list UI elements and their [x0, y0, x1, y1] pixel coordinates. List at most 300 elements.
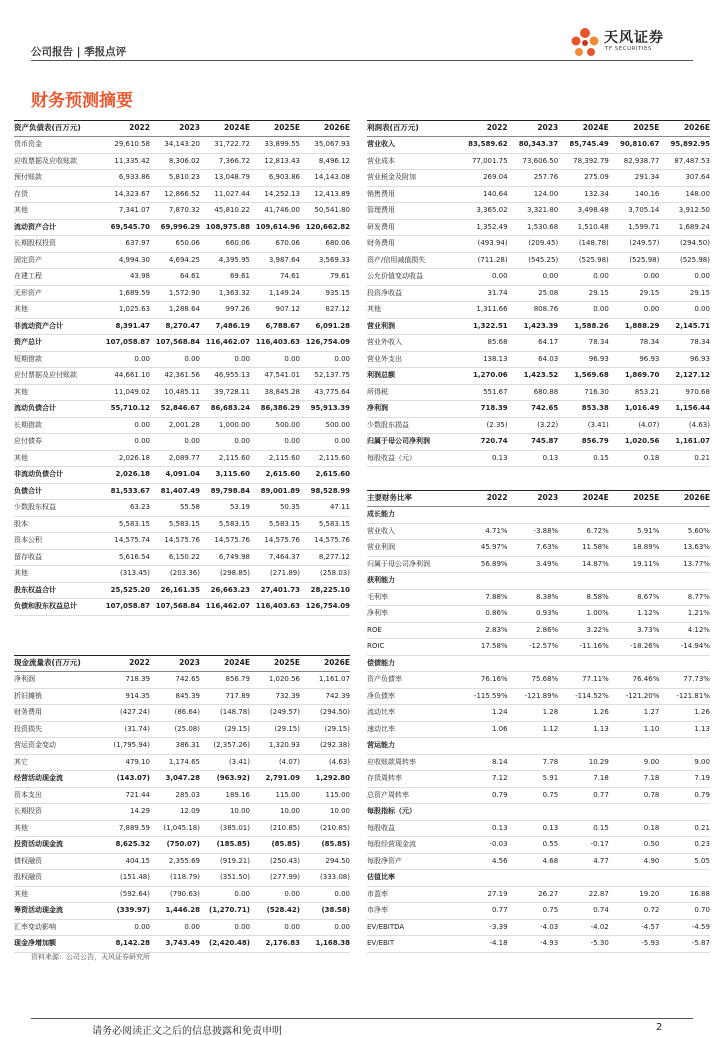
value-cell: 3,912.50: [678, 206, 710, 214]
row-label: 存货周转率: [367, 774, 402, 782]
value-cell: (249.57): [270, 708, 300, 716]
value-cell: (351.50): [220, 873, 250, 881]
value-cell: 5,583.15: [118, 519, 150, 528]
value-cell: 0.13: [542, 453, 559, 462]
row-label: 营业成本: [367, 156, 395, 165]
row-label: 管理费用: [367, 206, 395, 214]
row-label: 每股经营现金流: [367, 840, 416, 848]
table-row: [14, 517, 350, 534]
value-cell: 7,889.59: [118, 823, 150, 832]
value-cell: 914.35: [125, 691, 150, 700]
value-cell: 7,486.19: [215, 321, 250, 330]
year-header: 2025E: [274, 658, 300, 667]
value-cell: (249.57): [629, 239, 660, 247]
table-row: [367, 903, 710, 920]
value-cell: (339.97): [116, 906, 150, 914]
value-cell: 720.74: [480, 437, 508, 445]
row-label: 估值比率: [367, 873, 395, 881]
table-row: [14, 837, 350, 854]
value-cell: 5.05: [694, 856, 710, 865]
value-cell: 1,572.90: [168, 288, 200, 297]
value-cell: [508, 656, 559, 672]
table-row: [14, 599, 350, 616]
value-cell: (148.78): [220, 708, 250, 716]
value-cell: 637.97: [125, 239, 150, 247]
value-cell: 500.00: [275, 420, 300, 429]
value-cell: (4.63): [688, 420, 710, 429]
row-label: 应收账款周转率: [367, 757, 416, 766]
table-row: [367, 639, 710, 656]
value-cell: 74.61: [279, 272, 300, 280]
table-header-row: [367, 120, 710, 137]
value-cell: 1,530.68: [527, 222, 559, 231]
table-row: [14, 368, 350, 385]
value-cell: (545.25): [528, 255, 559, 264]
value-cell: 7.12: [492, 774, 508, 782]
value-cell: 87,487.53: [674, 156, 710, 165]
value-cell: 7.18: [593, 774, 609, 782]
value-cell: 126,754.09: [305, 338, 350, 346]
value-cell: 1.21%: [687, 609, 710, 617]
table-row: [367, 203, 710, 220]
value-cell: 1.27: [643, 708, 660, 716]
row-label: 毛利率: [367, 592, 388, 601]
value-cell: 120,662.82: [305, 222, 350, 231]
value-cell: 0.15: [593, 823, 609, 832]
value-cell: 970.68: [685, 387, 710, 396]
value-cell: 3.73%: [637, 625, 660, 634]
table-row: [367, 920, 710, 937]
header-rule: [31, 60, 693, 61]
value-cell: 275.09: [584, 173, 609, 181]
table-row: [14, 352, 350, 369]
value-cell: (963.92): [216, 774, 250, 782]
value-cell: (29.15): [224, 724, 250, 733]
value-cell: 1,322.51: [473, 321, 508, 330]
value-cell: [457, 870, 508, 886]
row-label: 流动资产合计: [14, 222, 56, 231]
table-row: [14, 705, 350, 722]
value-cell: [558, 573, 609, 589]
value-cell: 3,047.28: [165, 774, 200, 782]
value-cell: [659, 870, 710, 886]
disclaimer-footer: 请务必阅读正文之后的信息披露和免责申明: [92, 1026, 282, 1037]
value-cell: 4,694.25: [168, 255, 200, 264]
row-label: 资本公积: [14, 536, 42, 544]
value-cell: 0.50: [643, 840, 660, 848]
value-cell: 0.79: [492, 790, 508, 799]
value-cell: 0.74: [593, 906, 609, 914]
value-cell: 29,610.58: [114, 140, 150, 148]
value-cell: 1,689.59: [118, 288, 150, 297]
value-cell: 2,115.60: [318, 453, 350, 462]
value-cell: 2.86%: [535, 625, 559, 634]
value-cell: -14.94%: [680, 642, 710, 650]
value-cell: 2,026.18: [115, 470, 150, 478]
table-row: [367, 385, 710, 402]
value-cell: 0.00: [334, 889, 350, 898]
value-cell: 96.93: [639, 354, 660, 363]
value-cell: -3.39: [489, 922, 508, 931]
value-cell: 0.15: [593, 453, 609, 462]
row-label: 获利能力: [367, 576, 395, 584]
value-cell: 0.00: [542, 272, 559, 280]
value-cell: 78.34: [639, 338, 660, 346]
value-cell: 1,292.80: [315, 774, 350, 782]
value-cell: 116,403.63: [255, 602, 300, 610]
table-row: [367, 352, 710, 369]
row-label: EV/EBITDA: [367, 922, 405, 931]
value-cell: 5,583.15: [268, 519, 300, 528]
value-cell: 89,798.84: [210, 486, 250, 495]
value-cell: 50.35: [279, 503, 300, 511]
row-label: 长期借款: [14, 420, 42, 429]
value-cell: [508, 738, 559, 754]
value-cell: 4,091.04: [165, 470, 200, 478]
value-cell: (790.63): [170, 889, 200, 898]
row-label: 公允价值变动收益: [367, 272, 423, 280]
table-row: [14, 887, 350, 904]
value-cell: 82,938.77: [623, 156, 660, 165]
value-cell: (1,270.71): [209, 906, 250, 914]
value-cell: 47.11: [329, 503, 350, 511]
value-cell: 79.61: [329, 272, 350, 280]
value-cell: 0.13: [492, 823, 508, 832]
financial-ratios-table: [367, 490, 710, 953]
value-cell: (592.64): [120, 889, 150, 898]
value-cell: 148.00: [685, 189, 710, 198]
value-cell: 45,810.22: [214, 206, 250, 214]
value-cell: 69,545.70: [110, 222, 150, 231]
value-cell: 107,058.87: [105, 602, 150, 610]
value-cell: 0.00: [643, 305, 660, 313]
value-cell: 718.39: [480, 404, 508, 412]
value-cell: 55,710.12: [110, 404, 150, 412]
row-label: 经营活动现金流: [14, 774, 63, 782]
value-cell: [609, 738, 660, 754]
value-cell: 85,745.49: [569, 140, 609, 148]
table-row: [367, 590, 710, 607]
income-statement-table: [367, 120, 710, 467]
value-cell: 44,661.10: [114, 371, 150, 379]
value-cell: (4.07): [638, 420, 660, 429]
row-label: 财务费用: [367, 239, 395, 247]
value-cell: 0.00: [492, 272, 508, 280]
value-cell: (1,795.94): [113, 741, 150, 749]
row-label: 市盈率: [367, 889, 388, 898]
value-cell: 4,994.30: [118, 255, 150, 264]
value-cell: -121.20%: [625, 691, 660, 700]
row-label: 流动比率: [367, 708, 395, 716]
value-cell: 76.46%: [632, 675, 660, 683]
value-cell: 8.14: [492, 757, 508, 766]
value-cell: 56.89%: [480, 559, 508, 568]
value-cell: (525.98): [629, 255, 660, 264]
table-row: [367, 672, 710, 689]
value-cell: 80,343.37: [518, 140, 559, 148]
value-cell: [659, 738, 710, 754]
table-row: [14, 236, 350, 253]
table-row: [367, 401, 710, 418]
table-row: [14, 583, 350, 600]
value-cell: 0.00: [334, 354, 350, 363]
table-row: [367, 137, 710, 154]
year-header: 2022: [486, 123, 508, 132]
table-title: 利润表(百万元): [367, 123, 419, 132]
value-cell: 14.29: [129, 807, 150, 815]
row-label: 折旧摊销: [14, 691, 42, 700]
petal-logo-icon: [568, 26, 602, 60]
value-cell: 0.21: [694, 453, 710, 462]
value-cell: (210.85): [320, 823, 350, 832]
value-cell: -4.59: [691, 922, 710, 931]
value-cell: -3.88%: [533, 526, 559, 535]
value-cell: 7.88%: [485, 592, 508, 601]
value-cell: 38,845.28: [264, 387, 300, 396]
value-cell: (2,357.26): [213, 741, 250, 749]
value-cell: (292.38): [320, 741, 350, 749]
value-cell: -5.93: [641, 939, 660, 947]
value-cell: 0.00: [234, 889, 250, 898]
value-cell: 0.13: [492, 453, 508, 462]
value-cell: 10.00: [229, 807, 250, 815]
table-row: [367, 771, 710, 788]
value-cell: 0.00: [284, 354, 300, 363]
value-cell: 3,321.80: [527, 206, 559, 214]
row-label: 流动负债合计: [14, 404, 56, 412]
value-cell: 997.26: [225, 305, 250, 313]
value-cell: 742.65: [531, 404, 559, 412]
value-cell: 0.86%: [485, 609, 508, 617]
value-cell: 1,020.56: [624, 437, 660, 445]
value-cell: -5.87: [691, 939, 710, 947]
value-cell: 189.16: [225, 790, 250, 799]
row-label: 营业外收入: [367, 338, 402, 346]
value-cell: [457, 738, 508, 754]
value-cell: 269.04: [483, 173, 508, 181]
value-cell: 140.64: [483, 189, 508, 198]
row-label: 其它: [14, 757, 28, 766]
row-label: 投资净收益: [367, 288, 402, 297]
value-cell: (209.45): [528, 239, 559, 247]
row-label: 营业收入: [367, 140, 395, 148]
value-cell: 14,575.76: [164, 536, 200, 544]
value-cell: [609, 870, 660, 886]
row-label: 其他: [14, 453, 28, 462]
value-cell: [659, 507, 710, 523]
row-label: 存货: [14, 189, 28, 198]
value-cell: 29.15: [639, 288, 660, 297]
value-cell: (919.21): [220, 856, 250, 865]
year-header: 2024E: [582, 123, 609, 132]
value-cell: 7.78: [542, 757, 559, 766]
value-cell: -4.57: [641, 922, 660, 931]
value-cell: 853.21: [634, 387, 660, 396]
value-cell: 7,464.37: [268, 552, 300, 561]
table-row: [14, 253, 350, 270]
value-cell: 3,115.60: [215, 470, 250, 478]
value-cell: 14,575.74: [114, 536, 150, 544]
row-label: 每股净资产: [367, 856, 402, 865]
value-cell: 19.20: [639, 889, 660, 898]
value-cell: 47,541.01: [264, 371, 300, 379]
value-cell: 14,575.76: [214, 536, 250, 544]
value-cell: 0.00: [694, 305, 710, 313]
value-cell: 0.00: [234, 922, 250, 931]
value-cell: 1,320.93: [268, 741, 300, 749]
value-cell: 89,001.89: [260, 486, 300, 495]
year-header: 2026E: [324, 123, 350, 132]
year-header: 2023: [537, 123, 559, 132]
table-row: [14, 220, 350, 237]
value-cell: 50,541.80: [314, 206, 350, 214]
value-cell: 2,001.28: [168, 420, 200, 429]
value-cell: (29.15): [274, 724, 300, 733]
value-cell: -11.16%: [579, 642, 609, 650]
value-cell: 46,955.13: [214, 371, 250, 379]
value-cell: (118.79): [170, 873, 200, 881]
value-cell: 6,091.28: [315, 321, 350, 330]
row-label: 长期投资: [14, 807, 42, 815]
value-cell: [457, 804, 508, 820]
value-cell: 0.00: [134, 922, 150, 931]
value-cell: 6,903.86: [268, 173, 300, 181]
table-row: [367, 418, 710, 435]
value-cell: 0.18: [643, 453, 660, 462]
table-row: [367, 722, 710, 739]
value-cell: 8.58%: [586, 592, 609, 601]
value-cell: 2,791.09: [265, 774, 300, 782]
table-row: [14, 401, 350, 418]
value-cell: (85.85): [321, 840, 350, 848]
row-label: 营业收入: [367, 526, 395, 535]
value-cell: 43.98: [129, 272, 150, 280]
table-row: [14, 533, 350, 550]
row-label: 销售费用: [367, 189, 395, 198]
value-cell: 108,975.88: [205, 222, 250, 231]
row-label: 在建工程: [14, 272, 42, 280]
value-cell: (29.15): [324, 724, 350, 733]
table-row: [367, 623, 710, 640]
value-cell: 680.06: [325, 239, 350, 247]
row-label: 净负债率: [367, 691, 395, 700]
value-cell: 1,446.28: [165, 906, 200, 914]
row-label: 财务费用: [14, 708, 42, 716]
value-cell: 14,575.76: [264, 536, 300, 544]
value-cell: 5,583.15: [168, 519, 200, 528]
value-cell: 55.58: [179, 503, 200, 511]
row-label: 速动比率: [367, 724, 395, 733]
value-cell: 0.00: [134, 354, 150, 363]
table-row: [14, 854, 350, 871]
table-row: [367, 557, 710, 574]
value-cell: 8,142.28: [115, 939, 150, 947]
value-cell: 1.26: [593, 708, 609, 716]
value-cell: 2,176.83: [265, 939, 300, 947]
table-title: 现金流量表(百万元): [14, 658, 81, 667]
year-header: 2025E: [633, 123, 660, 132]
value-cell: 9.00: [694, 757, 710, 766]
value-cell: (385.01): [220, 823, 250, 832]
value-cell: 5.60%: [687, 526, 710, 535]
value-cell: [609, 507, 660, 523]
value-cell: 0.00: [234, 354, 250, 363]
brand-name-en: TF SECURITIES: [605, 46, 652, 52]
value-cell: 27.19: [487, 889, 508, 898]
value-cell: 0.00: [134, 437, 150, 445]
value-cell: (151.48): [120, 873, 150, 881]
value-cell: (31.74): [124, 724, 150, 733]
value-cell: 3.22%: [586, 625, 609, 634]
value-cell: 1,000.00: [218, 420, 250, 429]
value-cell: 13,048.79: [214, 173, 250, 181]
value-cell: 138.13: [483, 354, 508, 363]
value-cell: [457, 656, 508, 672]
row-label: 筹资活动现金流: [14, 906, 63, 914]
row-label: 营运资金变动: [14, 741, 56, 749]
value-cell: 0.75: [542, 906, 559, 914]
table-row: [367, 606, 710, 623]
table-row: [367, 154, 710, 171]
table-row: [14, 170, 350, 187]
value-cell: 1.06: [492, 724, 508, 733]
value-cell: [558, 870, 609, 886]
value-cell: 1,599.71: [628, 222, 660, 231]
value-cell: 78.34: [689, 338, 710, 346]
value-cell: 52,846.67: [160, 404, 200, 412]
value-cell: 0.00: [184, 437, 200, 445]
value-cell: 116,462.07: [205, 602, 250, 610]
table-row: [14, 500, 350, 517]
table-row: [367, 236, 710, 253]
value-cell: [659, 573, 710, 589]
value-cell: 10,485.11: [164, 387, 200, 396]
row-label: 债权融资: [14, 856, 42, 865]
table-row: [14, 467, 350, 484]
table-row: [14, 385, 350, 402]
table-row: [14, 788, 350, 805]
value-cell: [508, 507, 559, 523]
value-cell: 0.00: [234, 437, 250, 445]
row-label: 投资损失: [14, 724, 42, 733]
value-cell: 0.72: [643, 906, 660, 914]
value-cell: 1,174.65: [168, 757, 200, 766]
value-cell: 0.18: [643, 823, 660, 832]
value-cell: 85.68: [487, 338, 508, 346]
value-cell: (294.50): [680, 239, 710, 247]
value-cell: 650.06: [175, 239, 200, 247]
value-cell: 742.39: [325, 691, 350, 700]
value-cell: 0.78: [643, 790, 660, 799]
value-cell: 3.49%: [535, 559, 559, 568]
value-cell: 14,575.76: [314, 536, 350, 544]
value-cell: [659, 804, 710, 820]
value-cell: 808.76: [533, 305, 559, 313]
value-cell: 4.90: [643, 856, 660, 865]
value-cell: 7,341.07: [118, 206, 150, 214]
value-cell: 116,462.07: [205, 338, 250, 346]
value-cell: 4.56: [492, 856, 508, 865]
row-label: 其他: [14, 305, 28, 313]
value-cell: 115.00: [275, 790, 300, 799]
value-cell: 8,306.02: [168, 156, 200, 165]
row-label: 无形资产: [14, 288, 42, 297]
value-cell: 1,352.49: [476, 222, 508, 231]
value-cell: 8,277.12: [318, 552, 350, 561]
row-label: 偿债能力: [367, 658, 395, 667]
row-label: 投资活动现金流: [14, 840, 63, 848]
value-cell: 63.23: [129, 503, 150, 511]
